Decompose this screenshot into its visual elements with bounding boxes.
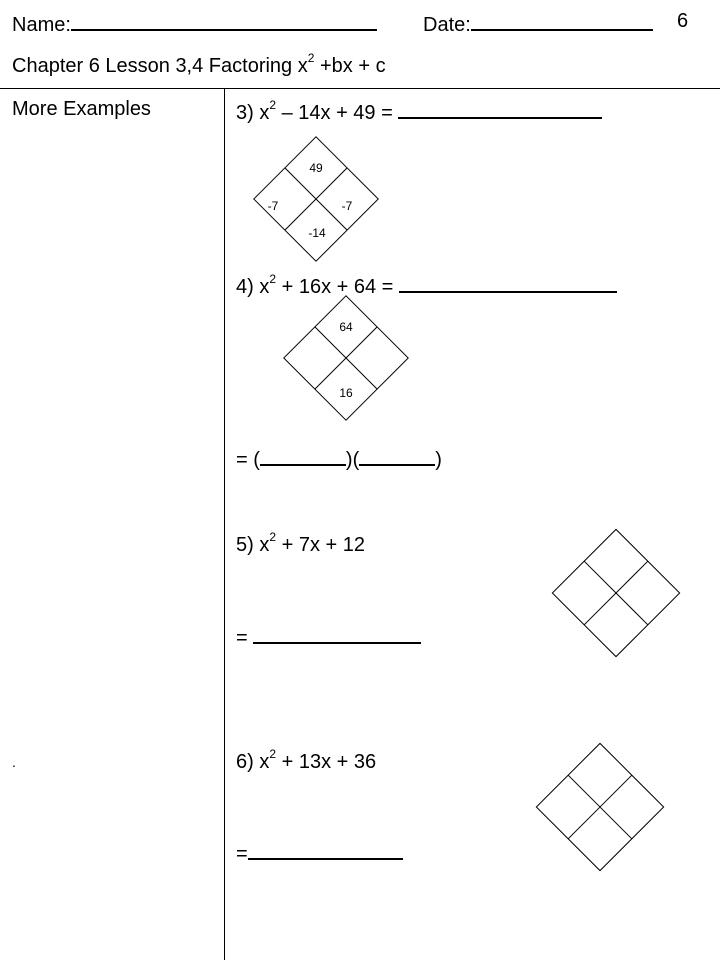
problem-4: 4) $x^2 + 16x + 64$ =: [236, 271, 617, 299]
problem-5-answer-blank[interactable]: [253, 622, 421, 644]
problem-4-answer-blank[interactable]: [399, 271, 617, 293]
problem-6: 6) $x^2 + 13x + 36$: [236, 747, 377, 773]
factor-2-blank[interactable]: [359, 444, 435, 466]
diamond-3-top: 49: [309, 161, 323, 175]
problem-3-answer-blank[interactable]: [398, 97, 602, 119]
date-label: Date:: [423, 14, 471, 36]
diamond-problem-4: [284, 296, 408, 420]
diamond-problem-5[interactable]: [552, 529, 680, 657]
sidebar-heading: More Examples: [12, 98, 151, 120]
factor-1-blank[interactable]: [260, 444, 346, 466]
column-divider: [224, 88, 225, 960]
problem-6-answer: =: [236, 838, 403, 866]
header-divider: [0, 88, 720, 89]
diamond-4-top: 64: [339, 320, 353, 334]
diamond-3-left: -7: [267, 199, 279, 213]
problem-3: 3) $x^2 - 14x + 49$ =: [236, 97, 602, 125]
name-blank[interactable]: [71, 9, 377, 31]
diamond-4-bottom: 16: [339, 386, 353, 400]
problem-5: 5) $x^2 + 7x + 12$: [236, 530, 365, 556]
problem-4-factored-answer: = ( )( ): [236, 444, 442, 472]
date-blank[interactable]: [471, 9, 653, 31]
problem-5-answer: =: [236, 622, 421, 650]
problem-6-answer-blank[interactable]: [248, 838, 403, 860]
diamond-3-bottom: -14: [308, 226, 326, 240]
date-field: [423, 9, 653, 37]
diamond-3-right: -7: [341, 199, 353, 213]
diamond-problem-3: [254, 137, 378, 261]
name-field: [12, 9, 377, 37]
diamond-problem-6[interactable]: [536, 743, 664, 871]
name-label: Name:: [12, 14, 71, 36]
sidebar-dot: .: [12, 754, 16, 770]
chapter-title: Chapter 6 Lesson 3,4 Factoring $x^2 +bx + c$: [12, 51, 386, 77]
page-number: 6: [677, 10, 689, 32]
